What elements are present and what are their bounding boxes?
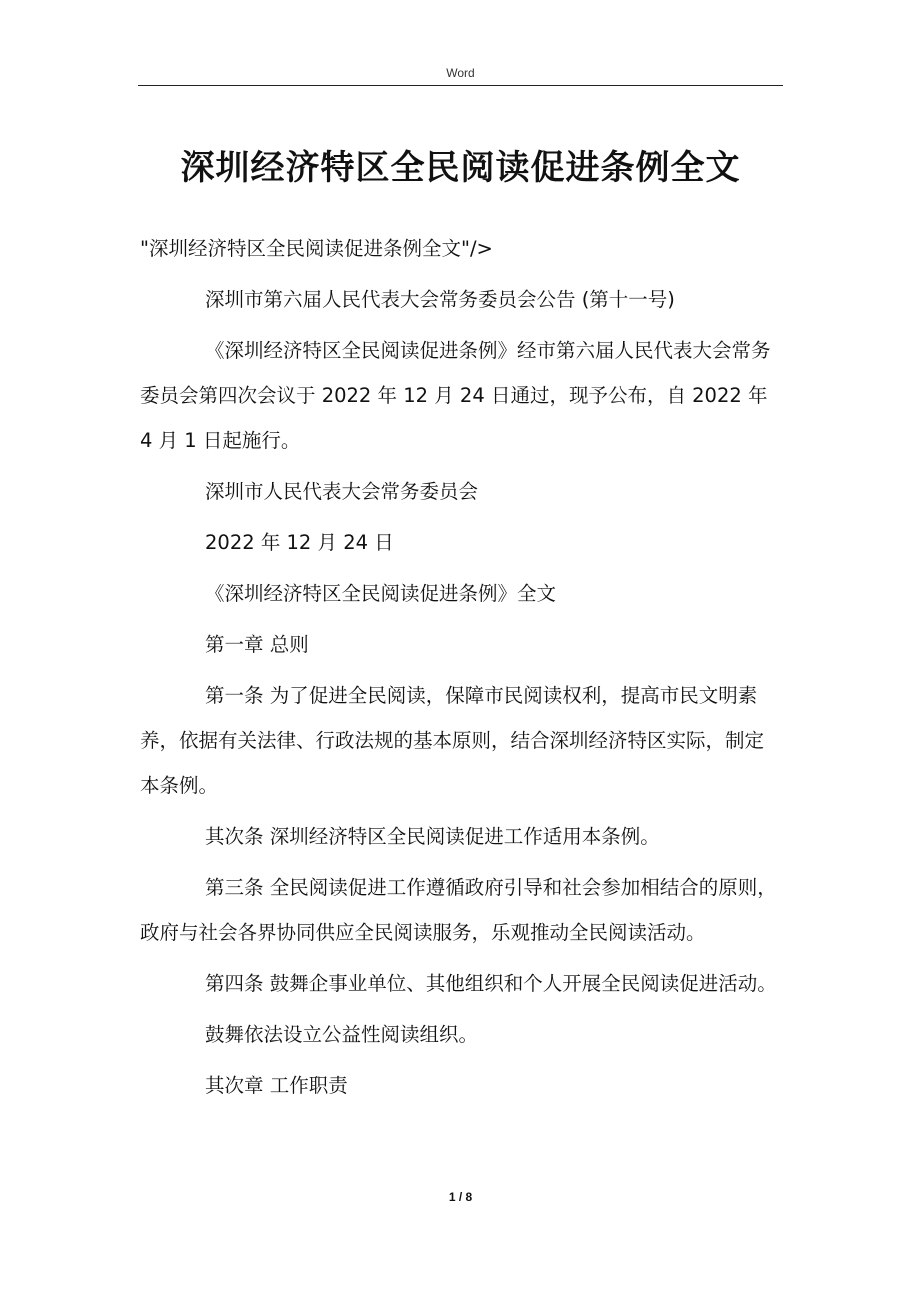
paragraph: 第一条 为了促进全民阅读，保障市民阅读权利，提高市民文明素养，依据有关法律、行政法规的基本原则，结合深圳经济特区实际，制定本条例。 — [140, 684, 765, 797]
paragraph: 深圳市第六届人民代表大会常务委员会公告 (第十一号) — [205, 288, 675, 311]
chapter-heading: 第一章 总则 — [205, 633, 309, 656]
document-body — [140, 226, 782, 1114]
document-title: 深圳经济特区全民阅读促进条例全文 — [180, 148, 741, 188]
page-number: 1 / 8 — [448, 1190, 473, 1204]
paragraph: "深圳经济特区全民阅读促进条例全文"/> — [140, 237, 493, 260]
paragraph: 深圳市人民代表大会常务委员会 — [205, 480, 479, 503]
chapter-heading: 其次章 工作职责 — [205, 1074, 348, 1097]
paragraph: 其次条 深圳经济特区全民阅读促进工作适用本条例。 — [205, 825, 660, 848]
paragraph: 《深圳经济特区全民阅读促进条例》全文 — [205, 582, 557, 605]
paragraph: 第三条 全民阅读促进工作遵循政府引导和社会参加相结合的原则，政府与社会各界协同供应全民阅读服务，乐观推动全民阅读活动。 — [140, 876, 777, 944]
header-divider — [138, 85, 783, 86]
page-header: Word — [446, 66, 475, 80]
paragraph: 2022 年 12 月 24 日 — [205, 531, 394, 554]
paragraph: 鼓舞依法设立公益性阅读组织。 — [205, 1023, 479, 1046]
paragraph: 第四条 鼓舞企事业单位、其他组织和个人开展全民阅读促进活动。 — [205, 972, 777, 995]
paragraph: 《深圳经济特区全民阅读促进条例》经市第六届人民代表大会常务委员会第四次会议于 2022 年 12 月 24 日通过，现予公布，自 2022 年 4 月 1 日起施行。 — [140, 339, 771, 452]
